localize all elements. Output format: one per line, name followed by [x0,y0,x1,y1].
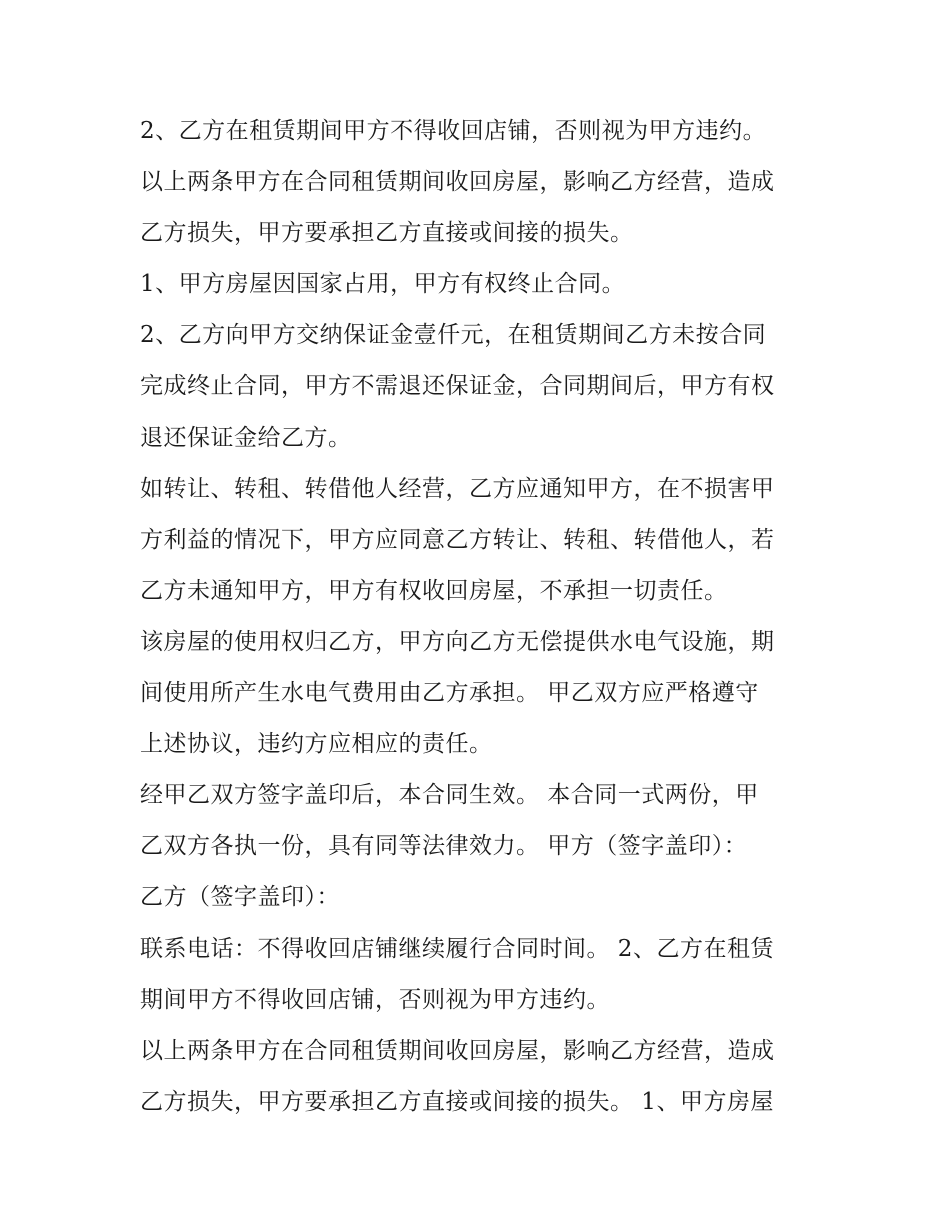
text-line: 完成终止合同，甲方不需退还保证金，合同期间后，甲方有权 [140,373,775,400]
text-line: 经甲乙双方签字盖印后，本合同生效。 本合同一式两份，甲 [140,782,759,809]
text-line: 方利益的情况下，甲方应同意乙方转让、转租、转借他人，若 [140,526,775,553]
text-line: 乙方（签字盖印）： [140,884,340,911]
text-line: 该房屋的使用权归乙方，甲方向乙方无偿提供水电气设施，期 [140,628,775,655]
text-line: 2、乙方向甲方交纳保证金壹仟元，在租赁期间乙方未按合同 [140,322,767,349]
text-line: 退还保证金给乙方。 [140,424,352,451]
text-line: 期间甲方不得收回店铺，否则视为甲方违约。 [140,986,610,1013]
text-line: 如转让、转租、转借他人经营，乙方应通知甲方，在不损害甲 [140,475,775,502]
text-line: 乙双方各执一份，具有同等法律效力。 甲方（签字盖印）： [140,833,748,860]
text-line: 上述协议，违约方应相应的责任。 [140,731,493,758]
text-line: 2、乙方在租赁期间甲方不得收回店铺，否则视为甲方违约。 [140,118,767,144]
text-line: 间使用所产生水电气费用由乙方承担。 甲乙双方应严格遵守 [140,680,759,707]
text-line: 乙方未通知甲方，甲方有权收回房屋，不承担一切责任。 [140,577,728,604]
text-line: 1、甲方房屋因国家占用，甲方有权终止合同。 [140,271,626,298]
text-line: 联系电话：不得收回店铺继续履行合同时间。 2、乙方在租赁 [140,935,774,962]
document-body [140,106,820,1128]
text-line: 乙方损失，甲方要承担乙方直接或间接的损失。 [140,220,634,247]
text-line: 以上两条甲方在合同租赁期间收回房屋，影响乙方经营，造成 [140,169,775,196]
text-line: 乙方损失，甲方要承担乙方直接或间接的损失。 1、甲方房屋 [140,1088,774,1115]
text-line: 以上两条甲方在合同租赁期间收回房屋，影响乙方经营，造成 [140,1037,775,1064]
